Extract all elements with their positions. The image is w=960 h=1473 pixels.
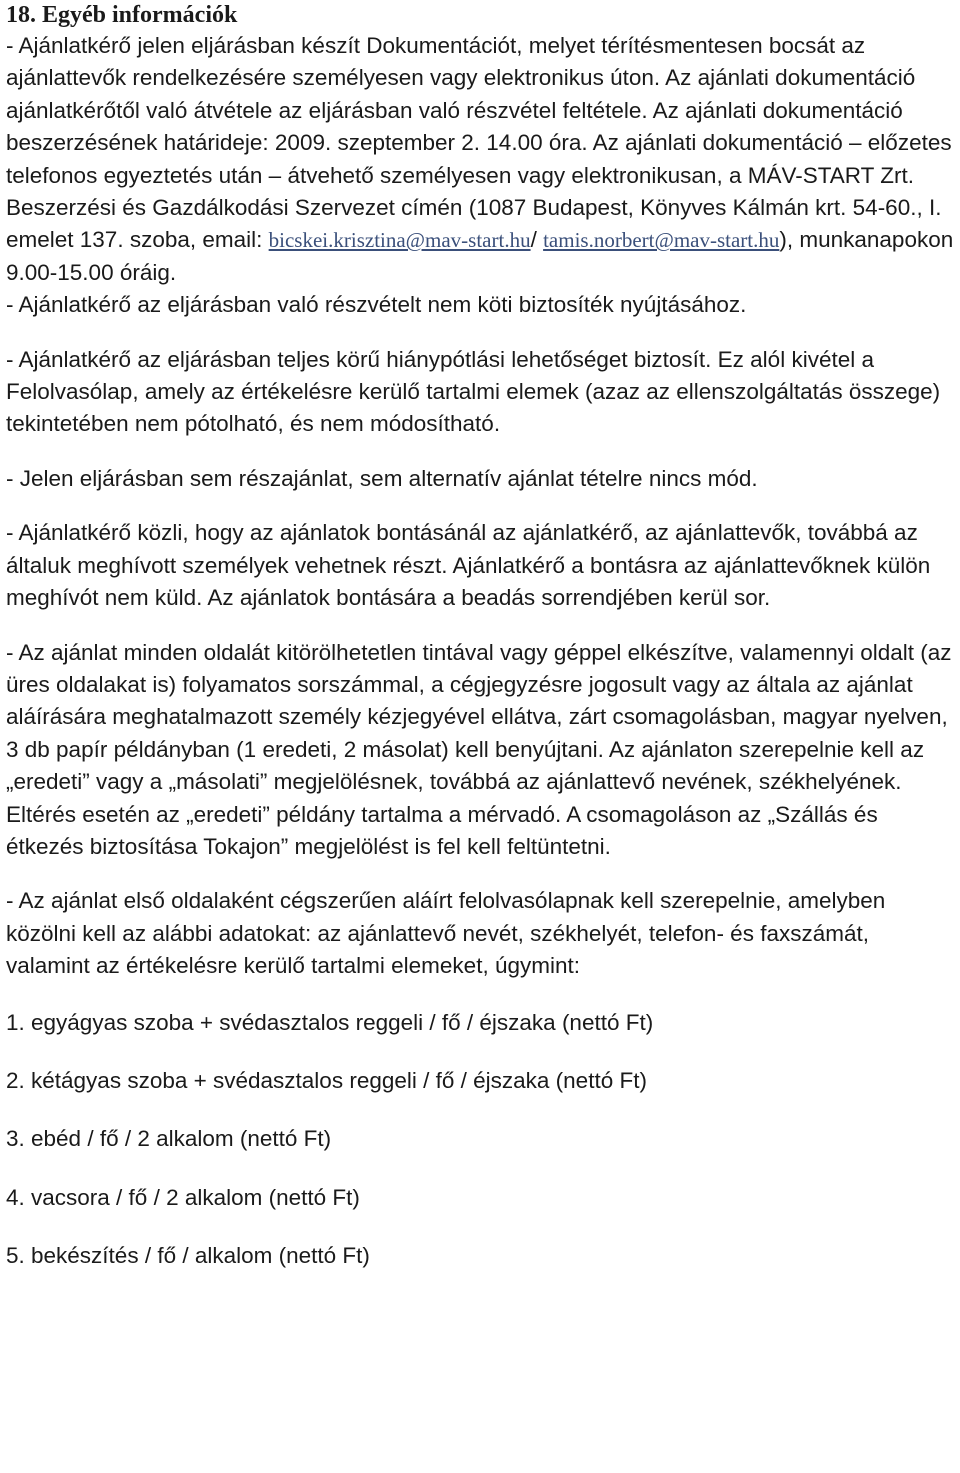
- list-item: 4. vacsora / fő / 2 alkalom (nettó Ft): [6, 1184, 360, 1210]
- paragraph-text: - Ajánlatkérő jelen eljárásban készít Dokumentációt, melyet térítésmentesen bocsát az ajánlattevők rendelkezésére személyesen vagy elektronikus úton. Az ajánlati dokumentáció ajánlatkérőtől való átvétele az eljárásban való részvétel feltétele. Az ajánlati dokumentáció beszerzésének határideje: 2009. szeptember 2. 14.00 óra. Az ajánlati dokumentáció – előzetes telefonos egyeztetés után – átvehető személyesen vagy elektronikusan, a MÁV-START Zrt. Beszerzési és Gazdálkodási Szervezet címén (1087 Budapest, Könyves Kálmán krt. 54-60., I. emelet 137. szoba, email:: [6, 33, 952, 253]
- evaluation-items-list: [6, 1007, 954, 1273]
- list-item: 5. bekészítés / fő / alkalom (nettó Ft): [6, 1243, 370, 1269]
- paragraph-guarantee: - Ajánlatkérő az eljárásban való részvételt nem köti biztosíték nyújtásához.: [6, 292, 747, 318]
- document-page: [6, 0, 954, 1273]
- paragraph-documentation: [6, 30, 954, 289]
- paragraph-deficiency: - Ajánlatkérő az eljárásban teljes körű hiánypótlási lehetőséget biztosít. Ez alól kivétel a Felolvasólap, amely az értékelésre kerülő tartalmi elemek (azaz az ellenszolgáltatás összege) tekintetében nem pótolható, és nem módosítható.: [6, 346, 941, 437]
- paragraph-text-end: ), munkanapokon 9.00-15.00 óráig.: [6, 227, 954, 285]
- email-separator: /: [530, 227, 544, 253]
- email-link-tamis[interactable]: tamis.norbert@mav-start.hu: [543, 228, 780, 253]
- list-item: 2. kétágyas szoba + svédasztalos reggeli / fő / éjszaka (nettó Ft): [6, 1067, 647, 1093]
- list-item: 3. ebéd / fő / 2 alkalom (nettó Ft): [6, 1126, 332, 1152]
- paragraph-opening: - Ajánlatkérő közli, hogy az ajánlatok bontásánál az ajánlatkérő, az ajánlattevők, továbbá az általuk meghívott személyek vehetnek részt. Ajánlatkérő a bontásra az ajánlattevőknek külön meghívót nem küld. Az ajánlatok bontására a beadás sorrendjében kerül sor.: [6, 520, 931, 611]
- email-link-bicskei[interactable]: bicskei.krisztina@mav-start.hu: [268, 228, 531, 253]
- section-title: 18. Egyéb információk: [6, 2, 238, 28]
- paragraph-partial-offer: - Jelen eljárásban sem részajánlat, sem alternatív ajánlat tételre nincs mód.: [6, 465, 758, 491]
- paragraph-submission: - Az ajánlat minden oldalát kitörölhetetlen tintával vagy géppel elkészítve, valamennyi oldalt (az üres oldalakat is) folyamatos sorszámmal, a cégjegyzésre jogosult vagy az általa az ajánlat aláírására meghatalmazott személy kézjegyével ellátva, zárt csomagolásban, magyar nyelven, 3 db papír példányban (1 eredeti, 2 másolat) kell benyújtani. Az ajánlaton szerepelnie kell az „eredeti” vagy a „másolati” megjelölésnek, továbbá az ajánlattevő nevének, székhelyének. Eltérés esetén az „eredeti” példány tartalma a mérvadó. A csomagoláson az „Szállás és étkezés biztosítása Tokajon” megjelölést is fel kell feltüntetni.: [6, 639, 952, 859]
- list-item: 1. egyágyas szoba + svédasztalos reggeli / fő / éjszaka (nettó Ft): [6, 1009, 654, 1035]
- paragraph-reading-sheet: - Az ajánlat első oldalaként cégszerűen aláírt felolvasólapnak kell szerepelnie, amelyben közölni kell az alábbi adatokat: az ajánlattevő nevét, székhelyét, telefon- és faxszámát, valamint az értékelésre kerülő tartalmi elemeket, úgymint:: [6, 888, 886, 979]
